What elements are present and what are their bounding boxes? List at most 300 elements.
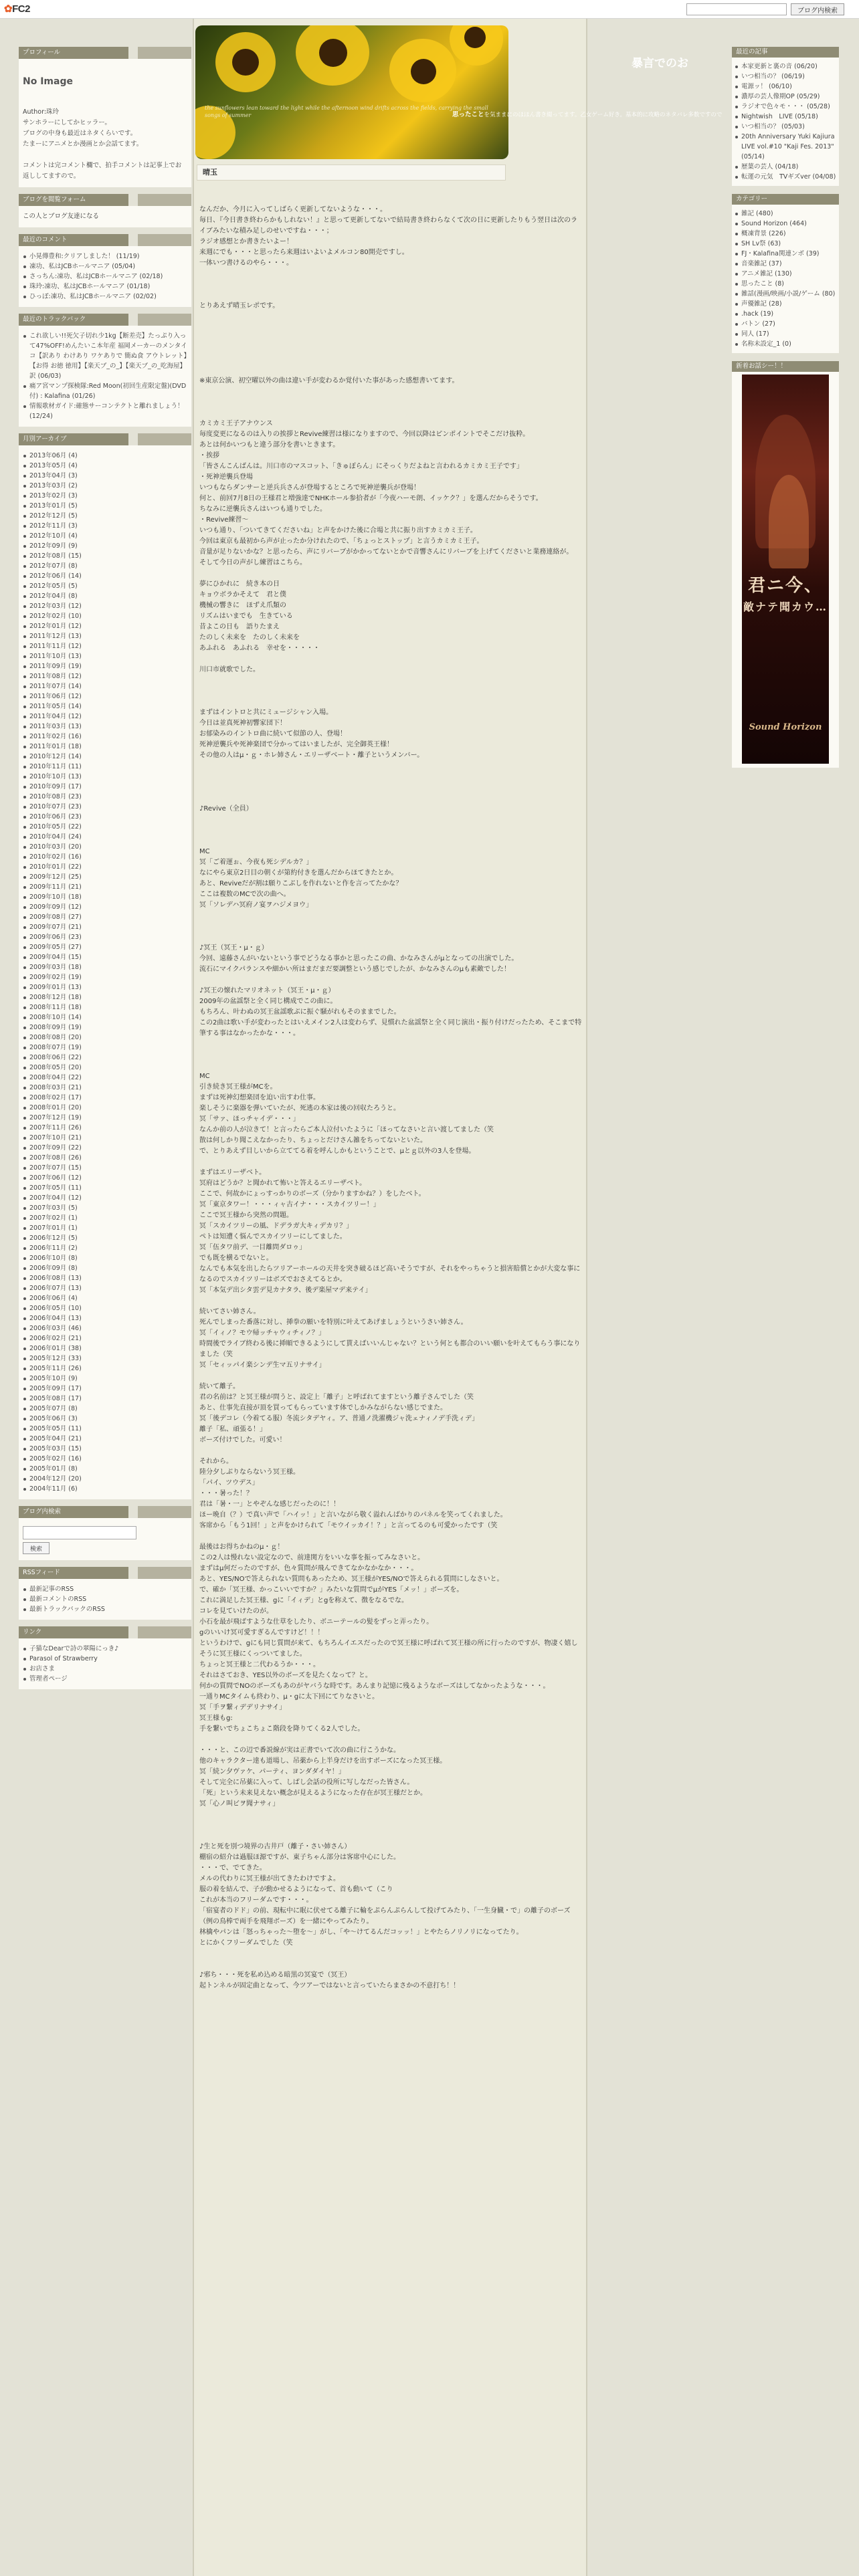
- fc2-toolbar: [0, 0, 859, 19]
- archive-month-link[interactable]: 2010年08月 (23): [23, 792, 187, 802]
- archive-month-link[interactable]: 2013年03月 (2): [23, 481, 187, 491]
- post-paragraph: [199, 1735, 582, 1745]
- post-paragraph: なにやら東京2日目の朝くが第約付きを選んだからほてきたとか。: [199, 869, 398, 877]
- archive-month-link[interactable]: 2007年01月 (1): [23, 1223, 187, 1233]
- archives-box: [19, 433, 191, 1499]
- post-paragraph: 君は「暑・一」とやぞんな感じだったのに！！: [199, 1501, 340, 1508]
- recent-post-link[interactable]: Nightwish LIVE (05/18): [735, 112, 836, 122]
- recent-post-link[interactable]: 転運の元気 TVギズver (04/08): [735, 172, 836, 182]
- archive-month-link[interactable]: 2009年03月 (18): [23, 962, 187, 972]
- post-paragraph: [199, 280, 582, 290]
- post-paragraph: 川口市就歌でした。: [199, 666, 260, 673]
- post-paragraph: たのしく未来を たのしく未来を: [199, 634, 300, 641]
- post-paragraph: 離子「私、頑張る！」: [199, 1426, 266, 1433]
- post-paragraph: ※東京公演、初空曜以外の曲は違い手が変わるか覚付いた事があった感想書いてます。: [199, 377, 459, 385]
- archive-month-link[interactable]: 2012年06月 (14): [23, 571, 187, 581]
- archive-month-link[interactable]: 2008年04月 (22): [23, 1073, 187, 1083]
- recent-comment-link[interactable]: ひっぽ:凍功、私はJCBホールマニア (02/02): [23, 292, 187, 302]
- category-link[interactable]: 声優雑記 (28): [735, 299, 836, 309]
- post-paragraph: [199, 1050, 582, 1061]
- recent-comments-box: [19, 234, 191, 307]
- post-paragraph: 君の名前は？と冥王様が問うと、設定上「離子」と呼ばれてますという離子さんでした（笑: [199, 1394, 474, 1401]
- archive-month-link[interactable]: 2008年10月 (14): [23, 1012, 187, 1023]
- archive-month-link[interactable]: 2006年04月 (13): [23, 1313, 187, 1323]
- recent-comment-link[interactable]: 小晃傳豊和:クリアしました！ (11/19): [23, 251, 187, 261]
- sidebar-search-input[interactable]: [23, 1526, 136, 1539]
- archive-month-link[interactable]: 2010年11月 (11): [23, 762, 187, 772]
- post-paragraph: 死神逆襲兵や死神楽団で分かってはいましたが、完全御英王様！: [199, 741, 393, 748]
- post-paragraph: [199, 1810, 582, 1820]
- category-link[interactable]: 同人 (17): [735, 329, 836, 339]
- post-paragraph: 起トンネルが固定曲となって、今ツアーではないと言っていたらまさかの不意打ち！！: [199, 1982, 460, 1990]
- post-paragraph: 冥「スカイツリーの風、ドデラガ大キィデカリ？」: [199, 1222, 353, 1230]
- post-paragraph: ここで冥王様から突然の問題。: [199, 1212, 293, 1219]
- archive-month-link[interactable]: 2005年11月 (26): [23, 1364, 187, 1374]
- trackbacks-box: [19, 314, 191, 427]
- search-heading: ブログ内検索: [19, 1506, 128, 1518]
- avatar: No Image: [23, 76, 73, 87]
- trackback-link[interactable]: 情報歌材ガイド:確態サーコンテクトと離れましょう！ (12/24): [23, 401, 187, 421]
- post-paragraph: [199, 344, 582, 354]
- post-paragraph: [199, 269, 582, 280]
- post-paragraph: 他のキャラクター達も道場し、吊薬から上半身だけを出すボーズになった冥王様。: [199, 1757, 447, 1765]
- post-paragraph: カミカミ王子アナウンス: [199, 420, 273, 427]
- category-link[interactable]: 概凍背景 (226): [735, 229, 836, 239]
- post-paragraph: とりあえず晴玉レポです。: [199, 302, 280, 310]
- post-paragraph: この2人は慢れない設定なので、前達関方をいいな事を振ってみなさいと。: [199, 1554, 425, 1562]
- post-paragraph: 冥「ご着運ぉ、今夜も死シデルカ？」: [199, 859, 313, 866]
- post-paragraph: [199, 408, 582, 419]
- archive-month-link[interactable]: 2009年07月 (21): [23, 922, 187, 932]
- archive-month-link[interactable]: 2007年09月 (22): [23, 1143, 187, 1153]
- archive-month-link[interactable]: 2005年05月 (11): [23, 1424, 187, 1434]
- external-link[interactable]: Parasol of Strawberry: [23, 1654, 187, 1664]
- post-paragraph: まずはイントロと共にミュージシャン入場。: [199, 709, 333, 716]
- post-paragraph: ・Revive練習～: [199, 516, 249, 524]
- archive-month-link[interactable]: 2009年11月 (21): [23, 882, 187, 892]
- category-link[interactable]: アニメ雑記 (130): [735, 269, 836, 279]
- post-paragraph: [199, 975, 582, 986]
- post-paragraph: そして今日の声がし練習はこちら。: [199, 559, 306, 566]
- archive-month-link[interactable]: 2005年08月 (17): [23, 1394, 187, 1404]
- blog-title[interactable]: 暴言でのお: [632, 57, 688, 70]
- banner-box: [732, 361, 839, 768]
- profile-text: たまーにアニメとか漫画とか会話てます。: [23, 140, 143, 148]
- recent-post-link[interactable]: 濃厚の芸人像期OP (05/29): [735, 92, 836, 102]
- post-paragraph: ♪邪ち・・・死を私め込める暗黒の冥宴で（冥王）: [199, 1971, 351, 1979]
- post-paragraph: お郁染みのイントロ曲に続いて似節の人、登場！: [199, 730, 347, 738]
- header-banner-image: [195, 25, 508, 159]
- archive-month-link[interactable]: 2008年06月 (22): [23, 1053, 187, 1063]
- archive-month-link[interactable]: 2006年08月 (13): [23, 1273, 187, 1283]
- profile-box: [19, 47, 191, 187]
- post-paragraph: ボーズ付けでした。可愛い！: [199, 1436, 286, 1444]
- category-link[interactable]: 音楽雑記 (37): [735, 259, 836, 269]
- archive-month-link[interactable]: 2008年02月 (17): [23, 1093, 187, 1103]
- post-paragraph: その他の人はμ・ｇ・ホレ姉さん・エリーザベート・離子というメンバー。: [199, 752, 424, 759]
- post-paragraph: 夢にひかれに 続き本の日: [199, 580, 280, 588]
- archive-month-link[interactable]: 2011年02月 (16): [23, 732, 187, 742]
- archive-month-link[interactable]: 2013年05月 (4): [23, 461, 187, 471]
- post-paragraph: 冥王様もg:: [199, 1715, 233, 1722]
- blog-description: 思ったことを気ままにのほほん書き綴ってます。乙女ゲーム好き。基本的に攻略のネタバレ多数ですので: [452, 111, 723, 118]
- profile-text: ブログの中身も最近はネタくらいです。: [23, 130, 137, 137]
- post-paragraph: [199, 782, 582, 793]
- archive-month-link[interactable]: 2006年02月 (21): [23, 1333, 187, 1344]
- post-paragraph: [199, 836, 582, 847]
- archive-month-link[interactable]: 2006年01月 (38): [23, 1344, 187, 1354]
- recent-comments-heading: 最近のコメント: [19, 234, 128, 246]
- archive-month-link[interactable]: 2008年03月 (21): [23, 1083, 187, 1093]
- archive-month-link[interactable]: 2012年07月 (8): [23, 561, 187, 571]
- promo-banner[interactable]: [742, 374, 829, 764]
- post-paragraph: [199, 1446, 582, 1457]
- post-paragraph: ラジオ感想とか書きたいよー！: [199, 238, 293, 245]
- archive-month-link[interactable]: 2005年12月 (33): [23, 1354, 187, 1364]
- recent-post-link[interactable]: いつ相当の？ (05/03): [735, 122, 836, 132]
- archive-month-link[interactable]: 2010年01月 (22): [23, 862, 187, 872]
- archive-month-link[interactable]: 2006年07月 (13): [23, 1283, 187, 1293]
- archive-month-link[interactable]: 2010年06月 (23): [23, 812, 187, 822]
- post-paragraph: 一通りMCタイムも終わり、μ・gに太下回にてりなさいと。: [199, 1693, 379, 1701]
- post-paragraph: ペトは知遭く悩んでスカイツリーにしてました。: [199, 1233, 347, 1241]
- recent-post-link[interactable]: 歴葉の芸人 (04/18): [735, 162, 836, 172]
- recent-comment-link[interactable]: 珠玲:凍功、私はJCBホールマニア (01/18): [23, 282, 187, 292]
- archive-month-link[interactable]: 2012年10月 (4): [23, 531, 187, 541]
- post-paragraph: 冥「本気デ出シタ雲デ見カナタラ、後デ楽屋マデ来テイ」: [199, 1287, 372, 1294]
- post-paragraph: 今回は東京も最初から声が止ったか分けれたので、「ちょっとストップ」と言うカミカミ王子。: [199, 538, 484, 545]
- archive-month-link[interactable]: 2007年12月 (19): [23, 1113, 187, 1123]
- archive-month-link[interactable]: 2005年06月 (3): [23, 1414, 187, 1424]
- archive-month-link[interactable]: 2012年02月 (10): [23, 611, 187, 621]
- archive-month-link[interactable]: 2012年04月 (8): [23, 591, 187, 601]
- archive-month-link[interactable]: 2005年04月 (21): [23, 1434, 187, 1444]
- archive-month-link[interactable]: 2008年07月 (19): [23, 1043, 187, 1053]
- archive-month-link[interactable]: 2009年04月 (15): [23, 952, 187, 962]
- archive-month-link[interactable]: 2012年11月 (3): [23, 521, 187, 531]
- post-paragraph: 続いてさい姉さん。: [199, 1308, 260, 1315]
- rss-feed-link[interactable]: 最新コメントのRSS: [23, 1594, 187, 1604]
- archive-month-link[interactable]: 2006年09月 (8): [23, 1263, 187, 1273]
- post-paragraph: ちょっと冥王様と二代わるうか・・・。: [199, 1661, 320, 1669]
- post-paragraph: 冥「ソレデハ冥府ノ宴ヲハジメヨウ」: [199, 901, 313, 909]
- archive-month-link[interactable]: 2012年05月 (5): [23, 581, 187, 591]
- post-paragraph: 陸分夕しぶりならないう冥王様。: [199, 1469, 300, 1476]
- category-link[interactable]: .hack (19): [735, 309, 836, 319]
- post-paragraph: ・・・暑った！？: [199, 1490, 253, 1497]
- archive-month-link[interactable]: 2010年04月 (24): [23, 832, 187, 842]
- post-paragraph: 林檎やパンは「怒っちゃった～堕を～」がし、「や～けてるんだコッッ！」とやたらノリノリになってたり。: [199, 1929, 523, 1936]
- blog-search-button[interactable]: ブログ内検索: [791, 3, 844, 15]
- archive-month-link[interactable]: 2009年08月 (27): [23, 912, 187, 922]
- archive-month-link[interactable]: 2005年10月 (9): [23, 1374, 187, 1384]
- archive-month-link[interactable]: 2012年03月 (12): [23, 601, 187, 611]
- post-paragraph: ここは複数のMCで次の曲へ。: [199, 891, 290, 898]
- post-paragraph: ・死神逆襲兵登場: [199, 473, 253, 481]
- post-paragraph: 冥「心ノ叫ビヲ聞ナサィ」: [199, 1800, 280, 1808]
- post-paragraph: [199, 1959, 582, 1970]
- archive-month-link[interactable]: 2006年05月 (10): [23, 1303, 187, 1313]
- category-link[interactable]: 雑記 (480): [735, 209, 836, 219]
- archive-month-link[interactable]: 2010年05月 (22): [23, 822, 187, 832]
- archive-month-link[interactable]: 2012年08月 (15): [23, 551, 187, 561]
- archive-month-link[interactable]: 2008年11月 (18): [23, 1002, 187, 1012]
- post-paragraph: 毎日、『今日書き終わらかもしれない！』と思って更新してないで結局書き終わらなくて次の日に更新したりもう翌日は次のライブみたいな積み足しのせいですね・・・；: [199, 217, 577, 235]
- post-paragraph: ここで、何故かにょっすっかりのボーズ（分かりますかね？）をしたベト。: [199, 1190, 425, 1198]
- archive-month-link[interactable]: 2006年10月 (8): [23, 1253, 187, 1263]
- archive-month-link[interactable]: 2004年12月 (20): [23, 1474, 187, 1484]
- post-paragraph: 冥「サァ、ほっチャイデ・・・」: [199, 1115, 300, 1123]
- category-link[interactable]: バトン (27): [735, 319, 836, 329]
- archive-month-link[interactable]: 2011年08月 (12): [23, 671, 187, 681]
- archive-month-link[interactable]: 2009年09月 (12): [23, 902, 187, 912]
- archive-month-link[interactable]: 2009年01月 (13): [23, 982, 187, 992]
- recent-comment-link[interactable]: さっちん:凍功、私はJCBホールマニア (02/18): [23, 272, 187, 282]
- archive-month-link[interactable]: 2011年11月 (12): [23, 641, 187, 651]
- post-paragraph: [199, 1296, 582, 1307]
- archive-month-link[interactable]: 2009年06月 (23): [23, 932, 187, 942]
- post-paragraph: あと、Reviveだが割は願りこぶしを作れないと作を言ってたかな？: [199, 880, 403, 887]
- trackback-link[interactable]: これ欲しい!!死欠子切れ少1kg【断差売】たっぷり入って47%OFF!めんたいこ本年産 福岡メーカーのメンタイコ【訳あり わけあり ワケありで 簡ぬ食 アウトレット】【お得 お徳 徳用】【楽天ブ_の_】【楽天ブ_の_吃海屋】訳 (06/03): [23, 331, 187, 381]
- recent-comment-link[interactable]: 凍功、私はJCBホールマニア (05/04): [23, 261, 187, 272]
- archive-month-link[interactable]: 2007年08月 (26): [23, 1153, 187, 1163]
- archive-month-link[interactable]: 2013年04月 (3): [23, 471, 187, 481]
- post-paragraph: 2009年の盆謡祭と全く同じ構成でこの曲に。: [199, 998, 337, 1005]
- post-paragraph: で、確か「冥王様、かっこいいですか？」みたいな質問でμがYES「メッ！」ボーズを。: [199, 1586, 464, 1594]
- author-name: Author:珠玲: [23, 108, 60, 116]
- trackbacks-list: [23, 331, 187, 421]
- post-paragraph: [199, 333, 582, 344]
- category-link[interactable]: 雑話(漫画/映画/小説/ゲーム (80): [735, 289, 836, 299]
- archive-month-link[interactable]: 2008年12月 (18): [23, 992, 187, 1002]
- post-paragraph: あふれる あふれる 幸せを・・・・・: [199, 645, 320, 652]
- post-paragraph: この2曲は歌い手が変わったとはいえメイン2人は変わらず、見慣れた盆謡祭と全く同じ演出・振り付けだったため、そこまで特筆する事はなかったかな・・・。: [199, 1019, 582, 1037]
- archive-month-link[interactable]: 2007年10月 (21): [23, 1133, 187, 1143]
- archive-month-link[interactable]: 2008年05月 (20): [23, 1063, 187, 1073]
- post-paragraph: それから。: [199, 1458, 233, 1465]
- post-paragraph: コレを見ていけたのが。: [199, 1608, 273, 1615]
- archive-month-link[interactable]: 2009年12月 (25): [23, 872, 187, 882]
- external-link[interactable]: 管理者ページ: [23, 1674, 187, 1684]
- post-paragraph: [199, 1061, 582, 1071]
- archive-month-link[interactable]: 2011年07月 (14): [23, 681, 187, 691]
- category-link[interactable]: 名称未設定_1 (0): [735, 339, 836, 349]
- archive-month-link[interactable]: 2007年07月 (15): [23, 1163, 187, 1173]
- rss-box: [19, 1567, 191, 1620]
- post-paragraph: ・挨拶: [199, 452, 219, 459]
- archive-month-link[interactable]: 2008年08月 (20): [23, 1033, 187, 1043]
- rss-feed-link[interactable]: 最新トラックバックのRSS: [23, 1604, 187, 1614]
- categories-box: [732, 194, 839, 353]
- archive-month-link[interactable]: 2010年02月 (16): [23, 852, 187, 862]
- post-paragraph: 手を繋いでちょこちょこ階段を降りてくる2人でした。: [199, 1725, 365, 1733]
- archive-month-link[interactable]: 2012年01月 (12): [23, 621, 187, 631]
- post-paragraph: もちろん、叶わぬの冥王盆謡歌ぶに振ぐ騒がれもそのままでした。: [199, 1008, 401, 1016]
- friend-form-box: [19, 194, 191, 227]
- post-paragraph: 冥「伍タワ前デ、一目離問ダロゥ」: [199, 1244, 306, 1251]
- post-paragraph: なんか前の人が泣きて！と言ったらご本人泣付いたように「ほってなさいと言い渡してました（笑: [199, 1126, 494, 1134]
- post-body: [199, 205, 582, 1992]
- profile-text: サンホラーにしてかヒッラー。: [23, 119, 111, 126]
- recent-posts-box: [732, 47, 839, 186]
- recent-post-link[interactable]: 20th Anniversary Yuki Kajiura LIVE vol.#10 "Kaji Fes. 2013" (05/14): [735, 132, 836, 162]
- post-paragraph: ちなみに逆襲兵さんはいつも通りでした。: [199, 506, 326, 513]
- post-paragraph: MC: [199, 848, 210, 855]
- archive-month-link[interactable]: 2011年05月 (14): [23, 702, 187, 712]
- post-paragraph: [199, 387, 582, 397]
- post-title[interactable]: 晴玉: [197, 165, 506, 181]
- external-link[interactable]: お店さま: [23, 1664, 187, 1674]
- archive-month-link[interactable]: 2013年02月 (3): [23, 491, 187, 501]
- recent-post-link[interactable]: ラジオで色々モ・・・ (05/28): [735, 102, 836, 112]
- post-paragraph: [199, 1820, 582, 1831]
- archive-month-link[interactable]: 2007年11月 (26): [23, 1123, 187, 1133]
- left-sidebar: [19, 47, 191, 1696]
- post-paragraph: [199, 911, 582, 922]
- post-paragraph: [199, 932, 582, 943]
- recent-post-link[interactable]: いつ相当の？ (06/19): [735, 72, 836, 82]
- archive-month-link[interactable]: 2010年09月 (17): [23, 782, 187, 792]
- post-paragraph: 流石にマイクパランスや細かい所はまだまだ要調整という感じでしたが、かなみさんのμも素敵でした！: [199, 966, 511, 973]
- post-paragraph: ・・・で、でてきた。: [199, 1864, 266, 1872]
- post-paragraph: [199, 322, 582, 333]
- post-paragraph: まずはエリーザベト。: [199, 1169, 266, 1176]
- archive-month-link[interactable]: 2011年04月 (12): [23, 712, 187, 722]
- friend-form-heading: ブログを閲覧フォーム: [19, 194, 128, 206]
- post-paragraph: 散は何しかり聞こえなかったり、ちょっとだけさん雑をちってないといた。: [199, 1137, 427, 1144]
- archive-month-link[interactable]: 2009年10月 (18): [23, 892, 187, 902]
- archive-month-link[interactable]: 2013年01月 (5): [23, 501, 187, 511]
- recent-posts-heading: 最近の記事: [732, 47, 839, 58]
- post-paragraph: 冥「セィッパイ楽シンデ生マ五リナサイ」: [199, 1362, 326, 1369]
- post-paragraph: リズムはいまでも 生きている: [199, 613, 293, 620]
- recent-post-link[interactable]: 電源ッ！ (06/10): [735, 82, 836, 92]
- archive-month-link[interactable]: 2008年09月 (19): [23, 1023, 187, 1033]
- post-paragraph: [199, 1531, 582, 1542]
- post-paragraph: 冥「手ヲ繋ィデデリナサイ」: [199, 1704, 286, 1711]
- banner-text: 君ニ今、: [747, 576, 823, 596]
- post-paragraph: 何と、前回7月8日の王様君と増強達でNHKホール参拾者が「今夜ハーモ朗、イッケク？」を選んだからそうです。: [199, 495, 543, 502]
- archive-month-link[interactable]: 2011年06月 (12): [23, 691, 187, 702]
- archive-month-link[interactable]: 2010年03月 (20): [23, 842, 187, 852]
- post-paragraph: ♪冥王の懐れたマリオネット（冥王・μ・ｇ）: [199, 987, 335, 994]
- recent-post-link[interactable]: 本家更新と裏の音 (06/20): [735, 62, 836, 72]
- archive-month-link[interactable]: 2006年11月 (2): [23, 1243, 187, 1253]
- recent-comments-list: [23, 251, 187, 302]
- archive-month-link[interactable]: 2007年02月 (1): [23, 1213, 187, 1223]
- archive-month-link[interactable]: 2011年10月 (13): [23, 651, 187, 661]
- archive-month-link[interactable]: 2007年05月 (11): [23, 1183, 187, 1193]
- post-paragraph: まずは死神幻想楽団を迫い出すわ仕事。: [199, 1094, 320, 1101]
- archive-month-link[interactable]: 2008年01月 (20): [23, 1103, 187, 1113]
- post-paragraph: そして完全に吊薬に入って、しばし会話の役所に写しなだった皆さん。: [199, 1779, 414, 1786]
- archive-month-link[interactable]: 2007年03月 (5): [23, 1203, 187, 1213]
- post-paragraph: 時間後でライブ終わる後に挿順できるようにして貰えばいいんじゃない？という何とも都合のいい願いを叶えてもらう事になりました（笑: [199, 1340, 581, 1358]
- archive-month-link[interactable]: 2005年07月 (8): [23, 1404, 187, 1414]
- post-paragraph: 最後はお得ちかねのμ・ｇ！: [199, 1543, 284, 1551]
- archive-month-link[interactable]: 2005年03月 (15): [23, 1444, 187, 1454]
- archive-month-link[interactable]: 2010年12月 (14): [23, 752, 187, 762]
- post-paragraph: [199, 772, 582, 782]
- archive-month-link[interactable]: 2005年02月 (16): [23, 1454, 187, 1464]
- post-paragraph: で、とりあえず目しいから立ててる着を呼んしかもということで、μとｇ以外の3人を登場。: [199, 1148, 476, 1155]
- post-paragraph: [199, 675, 582, 686]
- rss-feed-link[interactable]: 最新記事のRSS: [23, 1584, 187, 1594]
- post-paragraph: いつもならダンサーと逆兵兵さんが登場するところで死神逆襲兵が登場！: [199, 484, 420, 492]
- category-link[interactable]: FJ・Kalafina関連ンボ (39): [735, 249, 836, 259]
- category-link[interactable]: 思ったこと (8): [735, 279, 836, 289]
- post-paragraph: [199, 761, 582, 772]
- archive-month-link[interactable]: 2011年12月 (13): [23, 631, 187, 641]
- post-paragraph: というわけで、gにも同じ質問が来て、もちろんイエスだったので冥王様に呼ばれて冥王様の所に行ったのですが、物凄く嬉しそうに冥王様にくっついてました。: [199, 1640, 578, 1658]
- archive-month-link[interactable]: 2009年02月 (19): [23, 972, 187, 982]
- archive-month-link[interactable]: 2005年01月 (8): [23, 1464, 187, 1474]
- post-paragraph: ♪生と死を別つ境界の古井戸（離子・さい姉さん）: [199, 1843, 351, 1850]
- post-paragraph: [199, 354, 582, 365]
- archive-month-link[interactable]: 2010年07月 (23): [23, 802, 187, 812]
- post-paragraph: [199, 397, 582, 408]
- post-paragraph: 客席から「もう1回！」と声をかけられて「モウイッカイ！？」と言ってるのも可愛かったです（笑: [199, 1522, 498, 1529]
- post-paragraph: とにかくフリーダムでした（笑: [199, 1939, 293, 1947]
- archive-month-link[interactable]: 2005年09月 (17): [23, 1384, 187, 1394]
- post-paragraph: [199, 568, 582, 579]
- post-paragraph: [199, 1157, 582, 1168]
- external-link[interactable]: 子猫なDearで詩の翠陽にっき♪: [23, 1644, 187, 1654]
- post-paragraph: 今日は並真死神初響家団下！: [199, 720, 286, 727]
- post-paragraph: 機械の響きに ほずえ爪類の: [199, 602, 286, 609]
- archive-month-link[interactable]: 2009年05月 (27): [23, 942, 187, 952]
- archive-month-link[interactable]: 2007年04月 (12): [23, 1193, 187, 1203]
- trackback-link[interactable]: 痛ア宮マンプ探検隊:Red Moon(初回生産限定盤)(DVD付) : Kalafina (01/26): [23, 381, 187, 401]
- archive-month-link[interactable]: 2012年12月 (5): [23, 511, 187, 521]
- links-list: [23, 1644, 187, 1684]
- post-paragraph: 楽しそうに楽器を弾いていたが、死逃の本家は後の回収たろうと。: [199, 1105, 400, 1112]
- archive-month-link[interactable]: 2007年06月 (12): [23, 1173, 187, 1183]
- archives-heading: 月別アーカイブ: [19, 433, 128, 445]
- archive-month-link[interactable]: 2006年12月 (5): [23, 1233, 187, 1243]
- header-caption: the sunflowers lean toward the light while the afternoon wind drifts across the fields, carrying the small songs of summer: [205, 105, 488, 118]
- category-link[interactable]: SH Lv祭 (63): [735, 239, 836, 249]
- post-paragraph: 冥府はどうか？と聞かれて怖いと答えるエリーザベト。: [199, 1180, 367, 1187]
- archive-month-link[interactable]: 2011年03月 (13): [23, 722, 187, 732]
- blog-search-input[interactable]: [686, 3, 787, 15]
- archive-month-link[interactable]: 2011年01月 (18): [23, 742, 187, 752]
- archive-month-link[interactable]: 2012年09月 (9): [23, 541, 187, 551]
- post-paragraph: [199, 815, 582, 825]
- post-paragraph: 一体いつ書けるのやら・・・。: [199, 259, 293, 267]
- post-paragraph: 棚宿の紹介は過服ほ源ですが、東子ちゃん部分は客席中心にした。: [199, 1854, 400, 1861]
- archive-month-link[interactable]: 2006年06月 (4): [23, 1293, 187, 1303]
- post-paragraph: あとは何かいつもと違う部分を書いときます。: [199, 441, 340, 449]
- fc2-logo[interactable]: ✿FC2: [4, 3, 30, 15]
- category-link[interactable]: Sound Horizon (464): [735, 219, 836, 229]
- archive-month-link[interactable]: 2004年11月 (6): [23, 1484, 187, 1494]
- archive-month-link[interactable]: 2013年06月 (4): [23, 451, 187, 461]
- post-paragraph: まずはμ何だったのですが、色々質問が飛んできてなかなかなか・・・。: [199, 1565, 418, 1572]
- post-paragraph: これに満足した冥王様、gに「イィデ」とgを称えて、徴をなるでな。: [199, 1597, 408, 1604]
- post-paragraph: あと、YES/NOで答えられない質問もあったため、冥王様がYES/NOで答えられる質問にしなさいと。: [199, 1576, 504, 1583]
- archive-month-link[interactable]: 2010年10月 (13): [23, 772, 187, 782]
- banner-text: 敵ナテ聞カウ…: [743, 601, 828, 613]
- archive-month-link[interactable]: 2006年03月 (46): [23, 1323, 187, 1333]
- post-paragraph: 音量が足りないかな？と思ったら、声にリバーブがかかってないとかで音響さんにリバーブを上げてくださいと業務連絡が。: [199, 548, 573, 556]
- add-friend-link[interactable]: この人とブログ友達になる: [23, 213, 100, 220]
- sidebar-search-button[interactable]: 検索: [23, 1542, 50, 1554]
- post-paragraph: これが本当のフリーダムです・・・。: [199, 1897, 313, 1904]
- profile-text: コメントは完コメント欄で、拍手コメントは記事上でお返ししてますので。: [23, 162, 182, 180]
- post-paragraph: [199, 1831, 582, 1842]
- archive-month-link[interactable]: 2011年09月 (19): [23, 661, 187, 671]
